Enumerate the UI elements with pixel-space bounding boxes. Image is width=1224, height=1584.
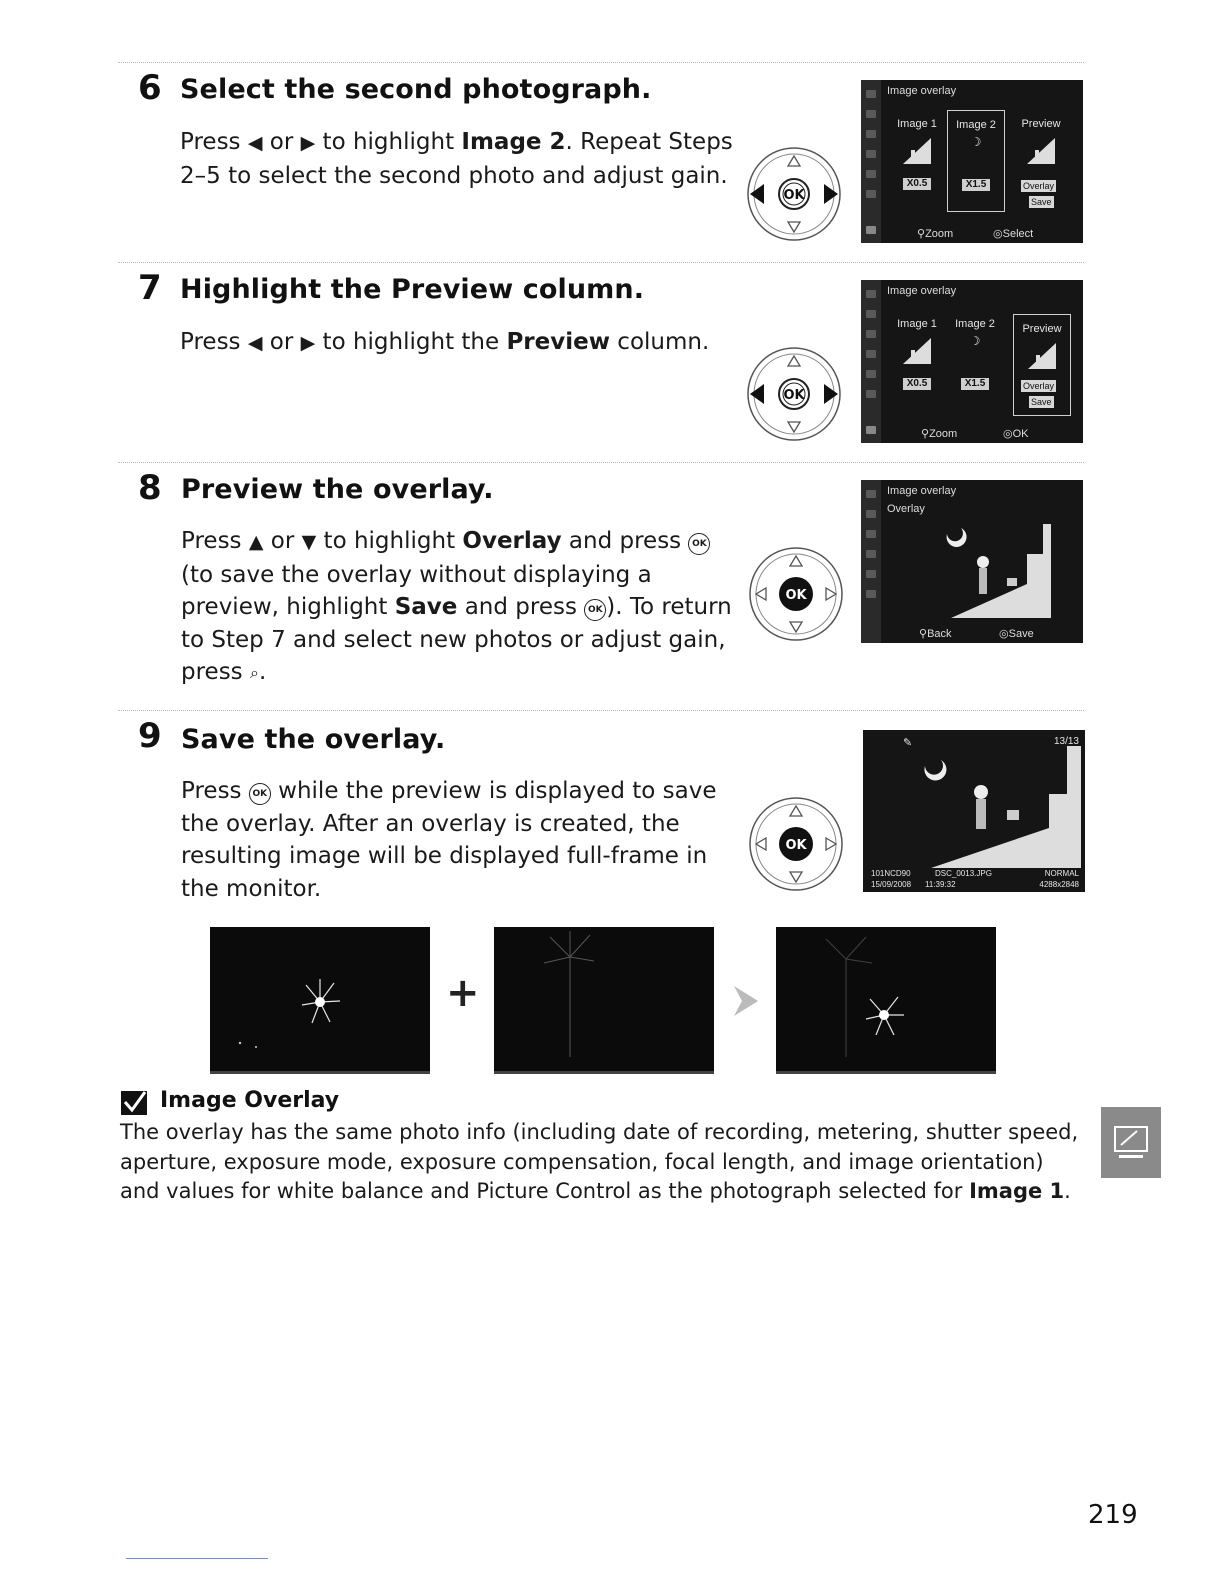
step-title: Save the overlay. [181,724,446,755]
photo-overlay-result [776,927,996,1074]
screen-save-hint: ◎Save [999,628,1034,640]
image-size: 4288x2848 [1039,880,1079,889]
recording-date: 15/09/2008 [871,880,912,889]
folder-name: 101NCD90 [871,869,911,878]
screen-overlay-tag: Overlay [1023,181,1055,191]
step-body: Press OK while the preview is displayed to save the overlay. After an overlay is created, the resulting image will be displayed full-frame in the monitor. [181,778,717,902]
screen-save-tag: Save [1031,197,1052,207]
photo-image2-firework [494,927,714,1074]
overlay-result-image [911,746,1081,868]
screen-zoom-hint: ⚲Zoom [917,228,954,240]
step-title: Select the second photograph. [180,74,652,105]
overlay-preview-image [931,494,1061,618]
camera-screen-select-image2 [861,80,1083,243]
step-number: 9 [138,716,162,756]
svg-text:OK: OK [785,838,807,853]
step-number: 7 [138,268,162,308]
screen-overlay-tag: Overlay [1023,381,1055,391]
photo-image1-firework [210,927,430,1074]
screen-column-image1: Image 1 X0.5 [897,318,937,389]
step-number: 6 [138,68,162,108]
image-quality: NORMAL [1044,869,1079,878]
ok-button-icon: OK [688,533,710,555]
page-number: 219 [1088,1500,1138,1530]
zoom-out-thumbnail-icon: ⌕ [249,663,259,682]
screen-column-image2: Image 2 ☽ X1.5 [947,110,1005,212]
step-title: Highlight the Preview column. [180,274,645,305]
step-body: Press ◀ or ▶ to highlight the Preview column. [180,329,710,355]
footer-line [126,1558,268,1559]
step-title: Preview the overlay. [181,474,494,505]
plus-sign: + [446,970,480,1016]
svg-text:OK: OK [783,188,805,203]
svg-text:OK: OK [785,588,807,603]
screen-back-hint: ⚲Back [919,628,952,640]
note-checkmark-icon [120,1090,148,1116]
section-divider [118,62,1084,63]
frame-counter: 13/13 [1053,736,1079,747]
multi-selector-ok-icon [748,796,844,892]
section-divider [118,262,1084,263]
note-title: Image Overlay [160,1088,340,1113]
screen-title: Image overlay [887,85,957,97]
screen-select-hint: ◎Select [993,228,1034,240]
camera-screen-full-frame [863,730,1085,892]
step-body: Press ▲ or ▼ to highlight Overlay and press OK (to save the overlay without displaying a preview, highlight Save and press OK ). To return to Step 7 and select new photos or adjust gain, press ⌕. [181,525,736,690]
ok-button-icon: OK [249,783,271,805]
screen-ok-hint: ◎OK [1003,428,1029,440]
multi-selector-ok-icon [748,546,844,642]
screen-zoom-hint: ⚲Zoom [921,428,958,440]
screen-column-image1: Image 1 X0.5 [897,118,937,189]
screen-title: Image overlay [887,285,957,297]
screen-subtitle: Overlay [887,503,925,515]
note-text: The overlay has the same photo info (including date of recording, metering, shutter speed, aperture, exposure mode, exposure compensation, focal length, and image orientation) and values for white balance and Picture Control as the photograph selected for Image 1. [120,1120,1079,1203]
screen-column-preview: Preview [1013,314,1071,416]
ok-button-icon: OK [584,599,606,621]
screen-save-tag: Save [1031,397,1052,407]
section-divider [118,462,1084,463]
multi-selector-left-right-icon [746,146,842,242]
step-body: Press ◀ or ▶ to highlight Image 2. Repeat Steps 2–5 to select the second photo and adjust gain. [180,129,733,189]
step-number: 8 [138,468,162,508]
svg-text:OK: OK [783,388,805,403]
retouch-icon: ✎ [903,737,913,749]
recording-time: 11:39:32 [925,880,956,889]
file-name: DSC_0013.JPG [935,869,992,878]
retouch-menu-tab-icon [1101,1107,1161,1178]
screen-column-image2: Image 2 ☽ X1.5 [955,318,995,389]
section-divider [118,710,1084,711]
arrow-right-icon [732,984,760,1018]
screen-column-preview: Preview [1013,110,1069,210]
screen-title: Image overlay [887,485,957,497]
camera-screen-overlay-preview [861,480,1083,643]
camera-screen-preview-column [861,280,1083,443]
multi-selector-left-right-icon [746,346,842,442]
